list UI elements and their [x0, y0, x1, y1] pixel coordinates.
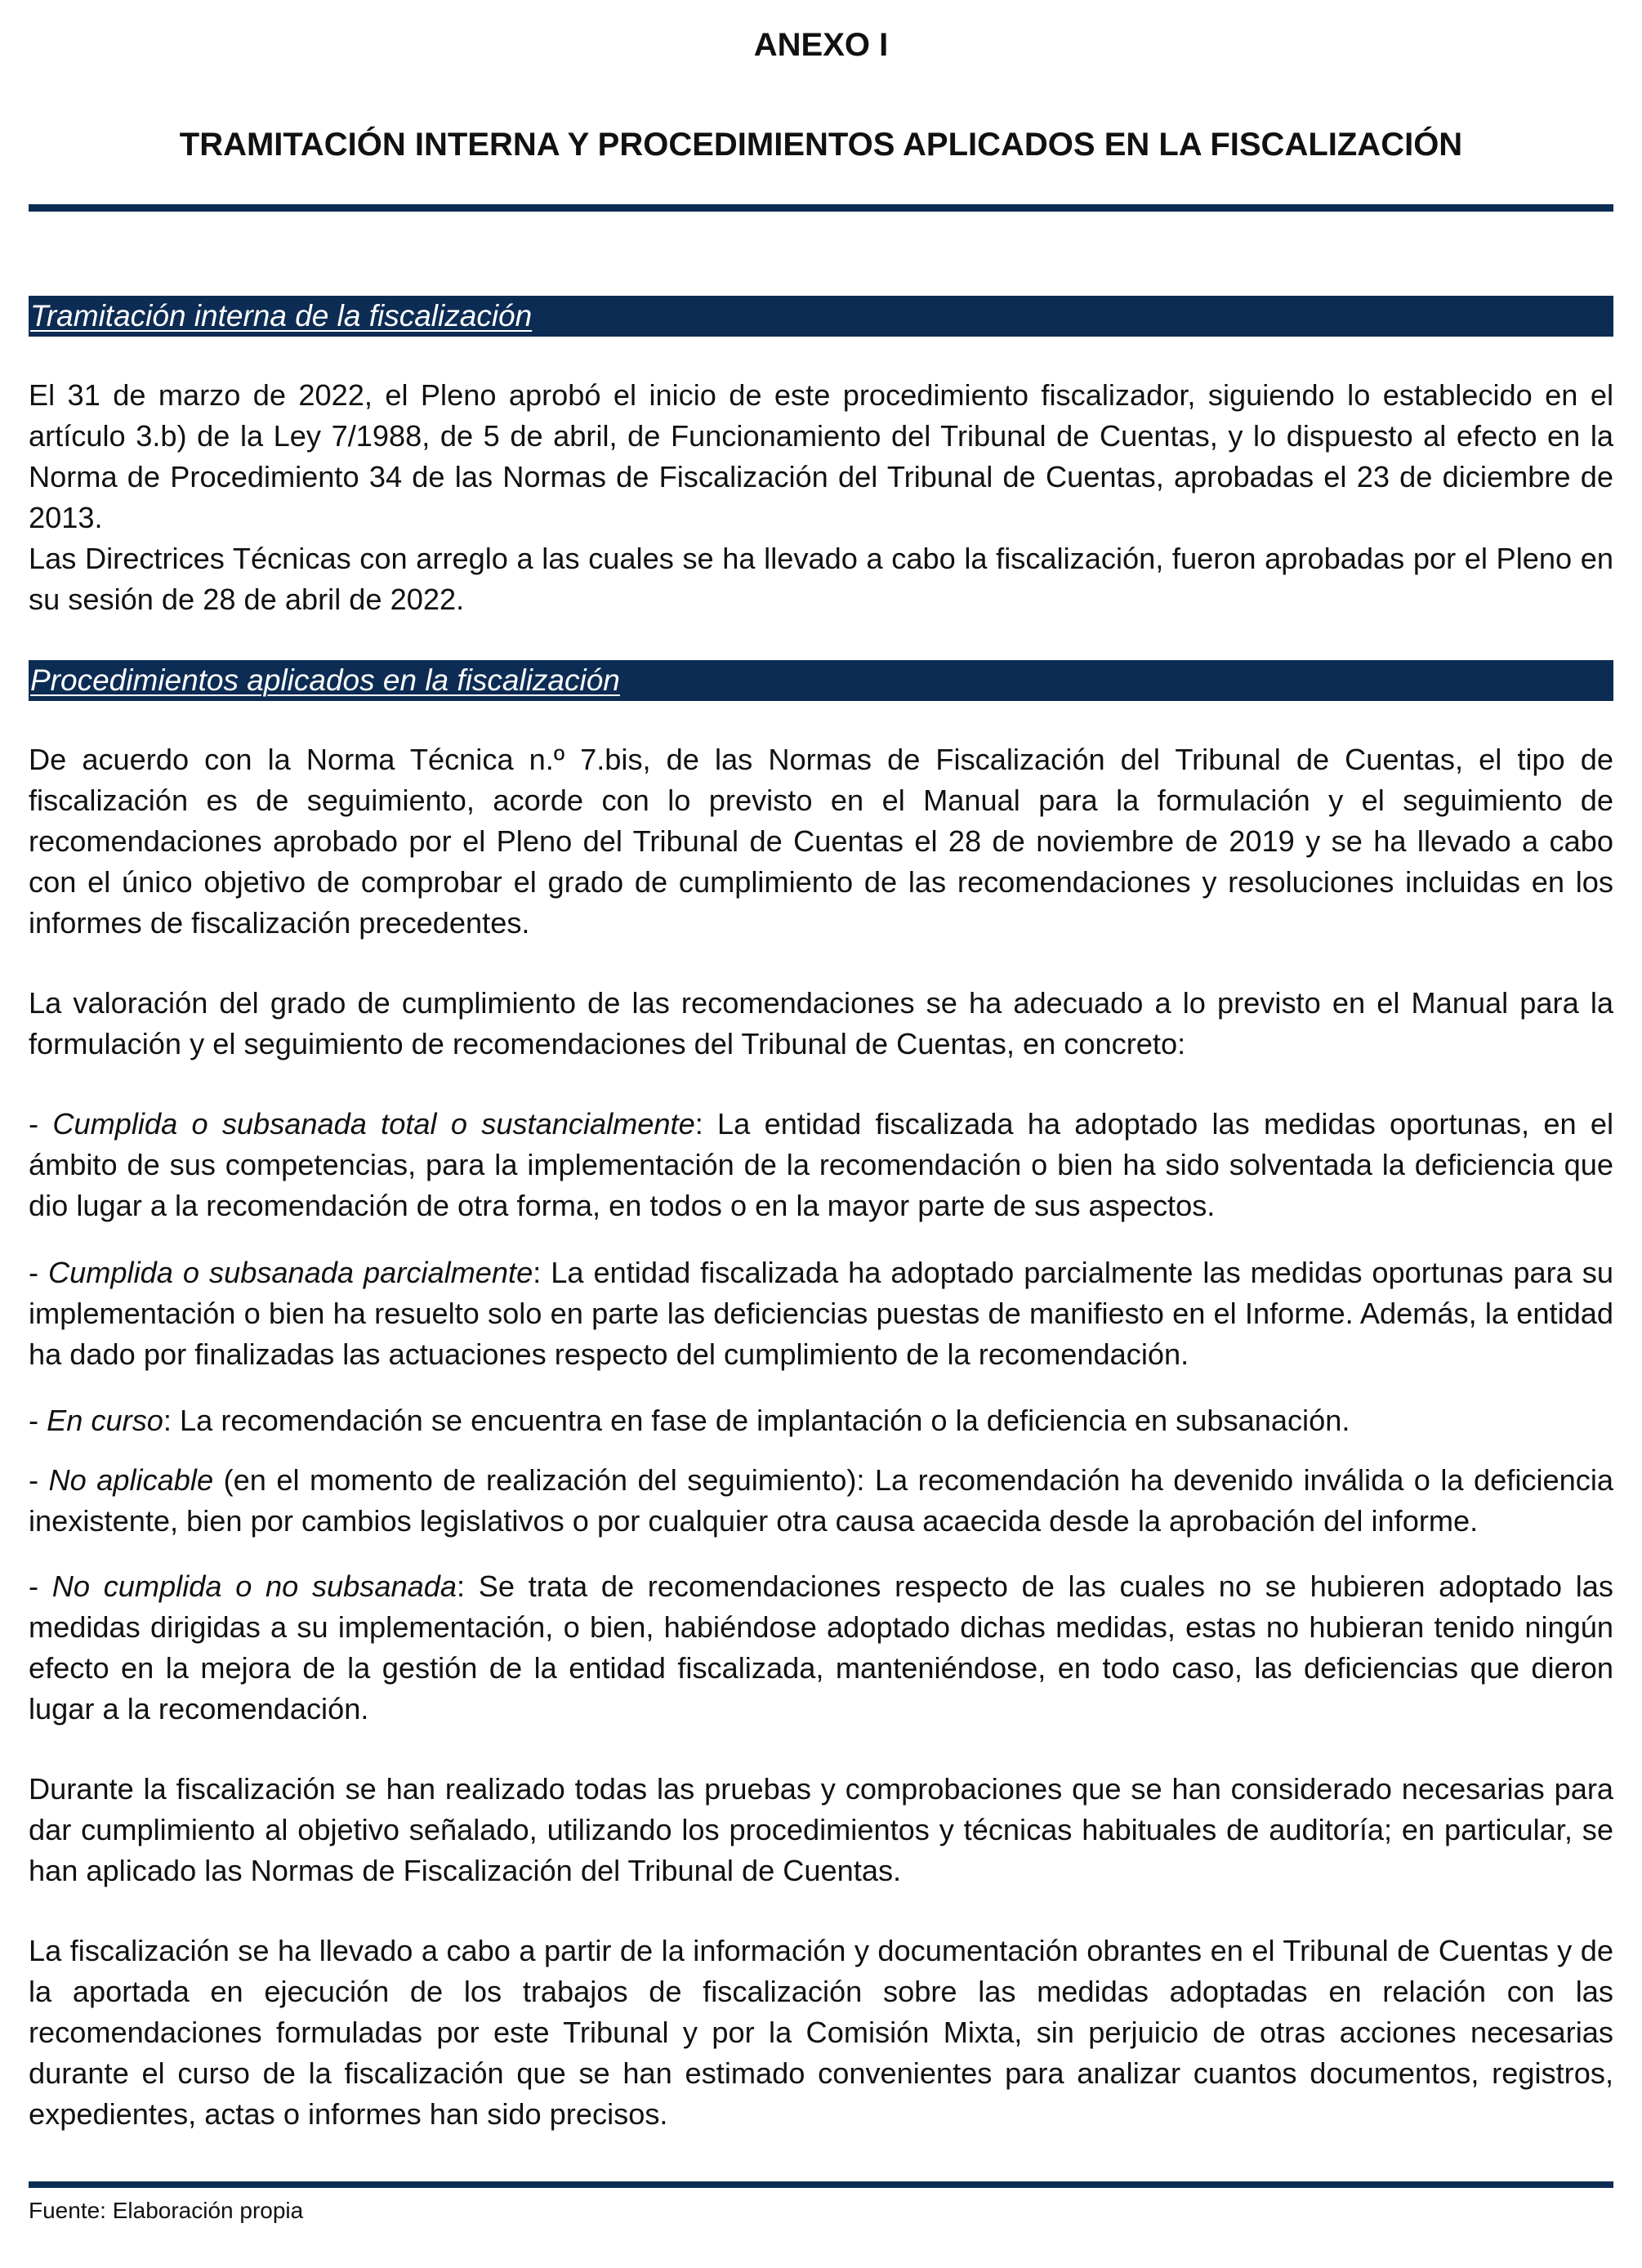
procedures-paragraph-3: Durante la fiscalización se han realizado todas las pruebas y comprobaciones que se han considerado necesarias para dar cumplimiento al objetivo señalado, utilizando los procedimientos y técnicas habituales de auditoría; en particular, se han aplicado las Normas de Fiscalización del Tribunal de Cuentas. [29, 1772, 1613, 1887]
footer-divider [29, 2181, 1613, 2188]
header-divider [29, 204, 1613, 212]
list-item [29, 1566, 1613, 1730]
list-item-text: (en el momento de realización del seguimiento): La recomendación ha devenido inválida o la deficiencia inexistente, bien por cambios legislativos o por cualquier otra causa acaecida desde la aprobación del informe. [29, 1463, 1614, 1538]
list-item-text: : La entidad fiscalizada ha adoptado parcialmente las medidas oportunas para su implementación o bien ha resuelto solo en parte las deficiencias puestas de manifiesto en el Informe. Además, la entidad ha dado por finalizadas las actuaciones respecto del cumplimiento de la recomendación. [29, 1256, 1613, 1371]
list-item-dash: - [29, 1569, 52, 1603]
list-item-dash: - [29, 1404, 47, 1437]
list-item-text: : Se trata de recomendaciones respecto de las cuales no se hubieren adoptado las medidas dirigidas a su implementación, o bien, habiéndose adoptado dichas medidas, estas no hubieran tenido ningún efecto en la mejora de la gestión de la entidad fiscalizada, manteniéndose, en todo caso, las deficiencias que dieron lugar a la recomendación. [29, 1569, 1614, 1726]
internal-paragraph-1: El 31 de marzo de 2022, el Pleno aprobó el inicio de este procedimiento fiscalizador, siguiendo lo establecido en el artículo 3.b) de la Ley 7/1988, de 5 de abril, de Funcionamiento del Tribunal de Cuentas, y lo dispuesto al efecto en la Norma de Procedimiento 34 de las Normas de Fiscalización del Tribunal de Cuentas, aprobadas el 23 de diciembre de 2013. [29, 378, 1613, 534]
list-item [29, 1252, 1613, 1375]
list-item-text: : La entidad fiscalizada ha adoptado las medidas oportunas, en el ámbito de sus competencias, para la implementación de la recomendación o bien ha sido solventada la deficiencia que dio lugar a la recomendación de otra forma, en todos o en la mayor parte de sus aspectos. [29, 1107, 1614, 1222]
annex-title: ANEXO I [753, 27, 889, 63]
list-item-text: : La recomendación se encuentra en fase de implantación o la deficiencia en subsanación. [163, 1404, 1350, 1437]
source-note: Fuente: Elaboración propia [29, 2198, 304, 2223]
list-item-term: Cumplida o subsanada parcialmente [48, 1256, 533, 1289]
section-heading-internal-label: Tramitación interna de la fiscalización [30, 299, 533, 333]
list-item [29, 1460, 1613, 1542]
list-item-term: No cumplida o no subsanada [51, 1569, 457, 1603]
list-item [29, 1104, 1613, 1226]
list-item [29, 1400, 1613, 1441]
section-heading-internal [29, 296, 1613, 337]
procedures-paragraph-4: La fiscalización se ha llevado a cabo a partir de la información y documentación obrantes en el Tribunal de Cuentas y de la aportada en ejecución de los trabajos de fiscalización sobre las medidas adoptadas en relación con las recomendaciones formuladas por este Tribunal y por la Comisión Mixta, sin perjuicio de otras acciones necesarias durante el curso de la fiscalización que se han estimado convenientes para analizar cuantos documentos, registros, expedientes, actas o informes han sido precisos. [29, 1934, 1613, 2131]
page-title: TRAMITACIÓN INTERNA Y PROCEDIMIENTOS APLICADOS EN LA FISCALIZACIÓN [179, 127, 1463, 163]
list-item-term: En curso [47, 1404, 163, 1437]
list-item-term: No aplicable [48, 1463, 214, 1497]
procedures-paragraph-1: De acuerdo con la Norma Técnica n.º 7.bis, de las Normas de Fiscalización del Tribunal de Cuentas, el tipo de fiscalización es de seguimiento, acorde con lo previsto en el Manual para la formulación y el seguimiento de recomendaciones aprobado por el Pleno del Tribunal de Cuentas el 28 de noviembre de 2019 y se ha llevado a cabo con el único objetivo de comprobar el grado de cumplimiento de las recomendaciones y resoluciones incluidas en los informes de fiscalización precedentes. [29, 743, 1613, 940]
internal-paragraph-2: Las Directrices Técnicas con arreglo a las cuales se ha llevado a cabo la fiscalización, fueron aprobadas por el Pleno en su sesión de 28 de abril de 2022. [29, 542, 1613, 616]
section-heading-procedures-label: Procedimientos aplicados en la fiscalización [30, 663, 620, 697]
list-item-dash: - [29, 1107, 53, 1141]
section-heading-procedures [29, 660, 1613, 701]
list-item-dash: - [29, 1463, 49, 1497]
procedures-paragraph-2: La valoración del grado de cumplimiento de las recomendaciones se ha adecuado a lo previsto en el Manual para la formulación y el seguimiento de recomendaciones del Tribunal de Cuentas, en concreto: [29, 986, 1613, 1060]
list-item-dash: - [29, 1256, 49, 1289]
list-item-term: Cumplida o subsanada total o sustancialmente [52, 1107, 695, 1141]
